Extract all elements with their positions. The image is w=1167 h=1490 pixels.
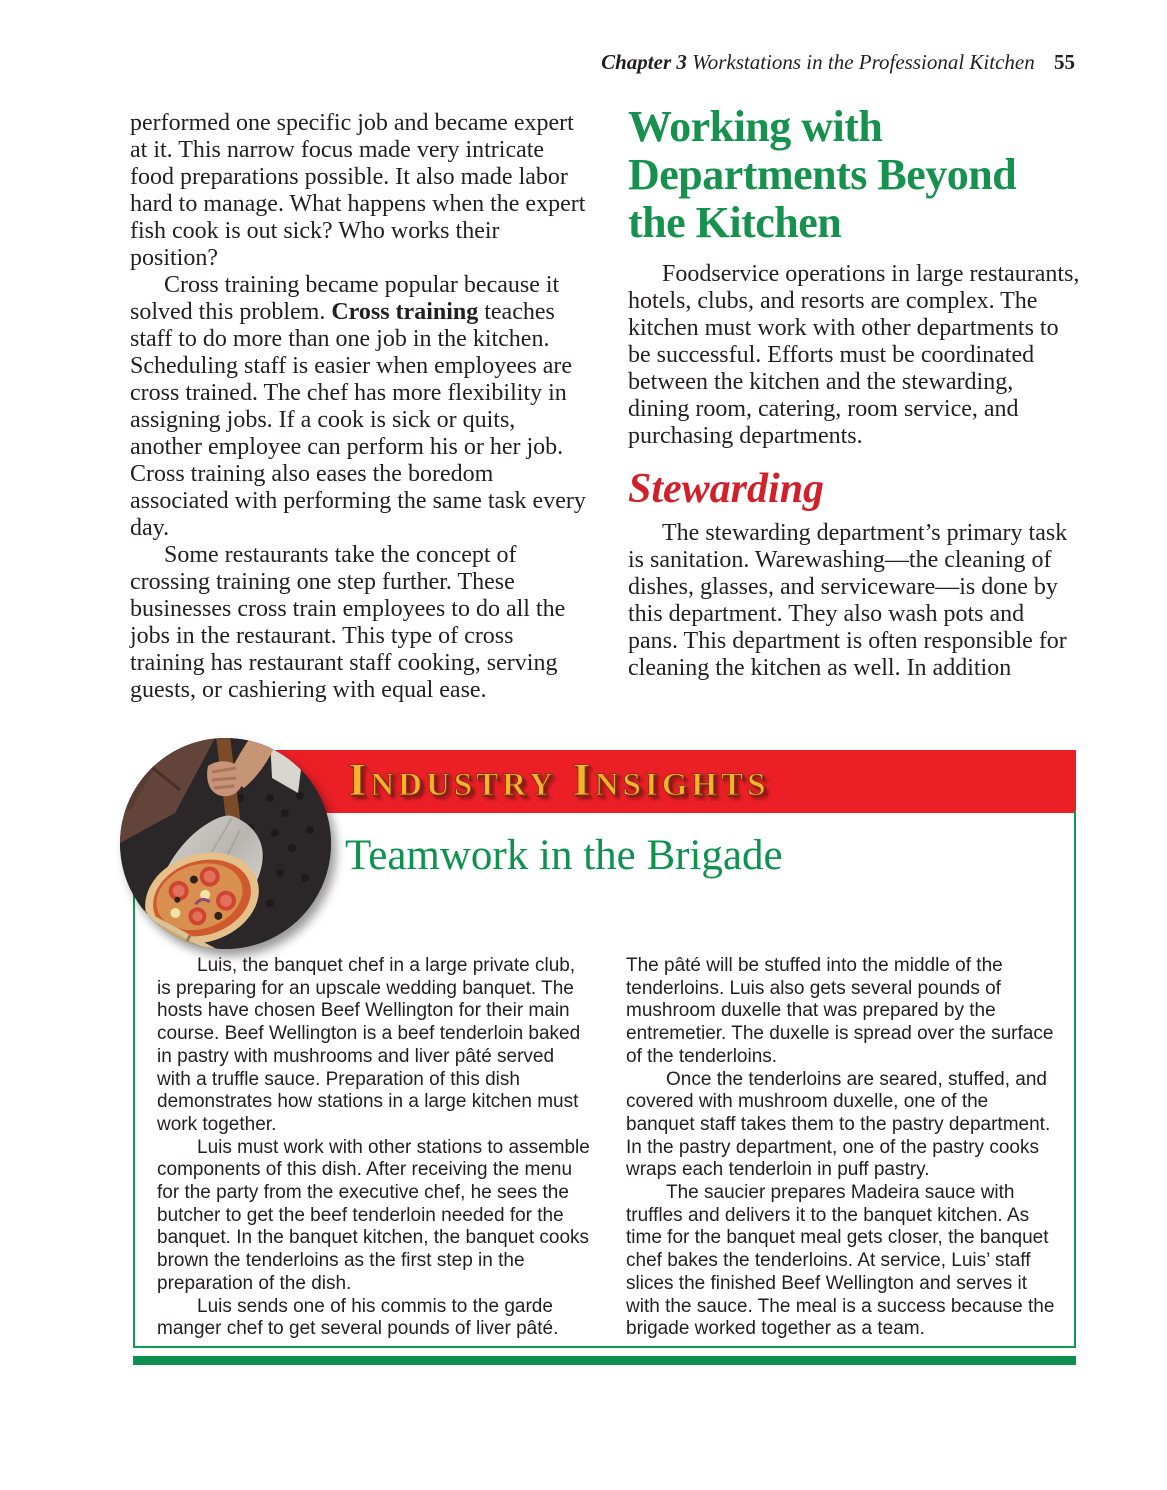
feature-paragraph: Luis must work with other stations to assemble components of this dish. After receiving the menu for the party from the executive chef, he sees the butcher to get the beef tenderloin needed for the banquet. In the banquet kitchen, the banquet cooks brown the tenderloins as the first step in the preparation of the dish.: [157, 1136, 590, 1294]
section-heading: Working with Departments Beyond the Kitchen: [628, 102, 1017, 247]
feature-left-column: [157, 955, 593, 1341]
main-left-column: [130, 110, 587, 704]
box-bottom-rule: [133, 1346, 1076, 1348]
feature-title: Teamwork in the Brigade: [345, 832, 783, 879]
feature-paragraph: The saucier prepares Madeira sauce with truffles and delivers it to the banquet kitchen. As time for the banquet meal gets closer, the banquet chef bakes the tenderloins. At service, Luis’ staff slices the finished Beef Wellington and serves it with the sauce. The meal is a success because the brigade worked together as a team.: [626, 1182, 1055, 1340]
feature-paragraph: Once the tenderloins are seared, stuffed, and covered with mushroom duxelle, one of the banquet staff takes them to the pastry department. In the pastry department, one of the pastry cooks wraps each tenderloin in puff pastry.: [626, 1068, 1051, 1181]
industry-insights-box: [133, 750, 1076, 1348]
running-head-title: Workstations in the Professional Kitchen: [692, 50, 1035, 74]
body-paragraph: [130, 272, 587, 542]
industry-insights-banner-title: Industry Insights: [348, 754, 770, 806]
pizza-peel-photo-illustration: [120, 738, 331, 949]
industry-insights-banner: [230, 750, 1076, 813]
chapter-label: Chapter 3: [601, 50, 687, 74]
subsection-heading: Stewarding: [628, 466, 825, 512]
box-right-rule: [1074, 811, 1076, 1348]
feature-paragraph: Luis sends one of his commis to the garde manger chef to get several pounds of liver pâté.: [157, 1295, 559, 1340]
feature-paragraph: The pâté will be stuffed into the middle of the tenderloins. Luis also gets several pounds of mushroom duxelle that was prepared by the entremetier. The duxelle is spread over the surface of the tenderloins.: [626, 955, 1054, 1067]
key-term: Cross training: [331, 299, 479, 325]
feature-right-column: [626, 955, 1062, 1341]
feature-body: [157, 955, 1062, 1341]
paragraph-text: Cross training became popular because it solved this problem.: [130, 272, 560, 325]
box-bottom-bar: [133, 1356, 1076, 1365]
page-number: 55: [1054, 50, 1075, 74]
main-right-column: [628, 103, 1080, 682]
pizza-peel-photo: [120, 738, 331, 949]
running-head: [601, 50, 1075, 75]
feature-paragraph: Luis, the banquet chef in a large private club, is preparing for an upscale wedding banquet. The hosts have chosen Beef Wellington for their main course. Beef Wellington is a beef tenderloin baked in pastry with mushrooms and liver pâté served with a truffle sauce. Preparation of this dish demonstrates how stations in a large kitchen must work together.: [157, 955, 581, 1135]
body-paragraph: performed one specific job and became expert at it. This narrow focus made very intricate food preparations possible. It also made labor hard to manage. What happens when the expert fish cook is out sick? Who works their position?: [130, 110, 586, 271]
box-left-rule: [133, 865, 135, 1348]
body-paragraph: Some restaurants take the concept of crossing training one step further. These businesses cross train employees to do all the jobs in the restaurant. This type of cross training has restaurant staff cooking, serving guests, or cashiering with equal ease.: [130, 542, 566, 703]
paragraph-text: teaches staff to do more than one job in the kitchen. Scheduling staff is easier when employees are cross trained. The chef has more flexibility in assigning jobs. If a cook is sick or quits, another employee can perform his or her job. Cross training also eases the boredom associated with performing the same task every day.: [130, 299, 586, 541]
body-paragraph: The stewarding department’s primary task is sanitation. Warewashing—the cleaning of dishes, glasses, and serviceware—is done by this department. They also wash pots and pans. This department is often responsible for cleaning the kitchen as well. In addition: [628, 520, 1068, 681]
body-paragraph: Foodservice operations in large restaurants, hotels, clubs, and resorts are complex. The kitchen must work with other departments to be successful. Efforts must be coordinated between the kitchen and the stewarding, dining room, catering, room service, and purchasing departments.: [628, 261, 1080, 449]
